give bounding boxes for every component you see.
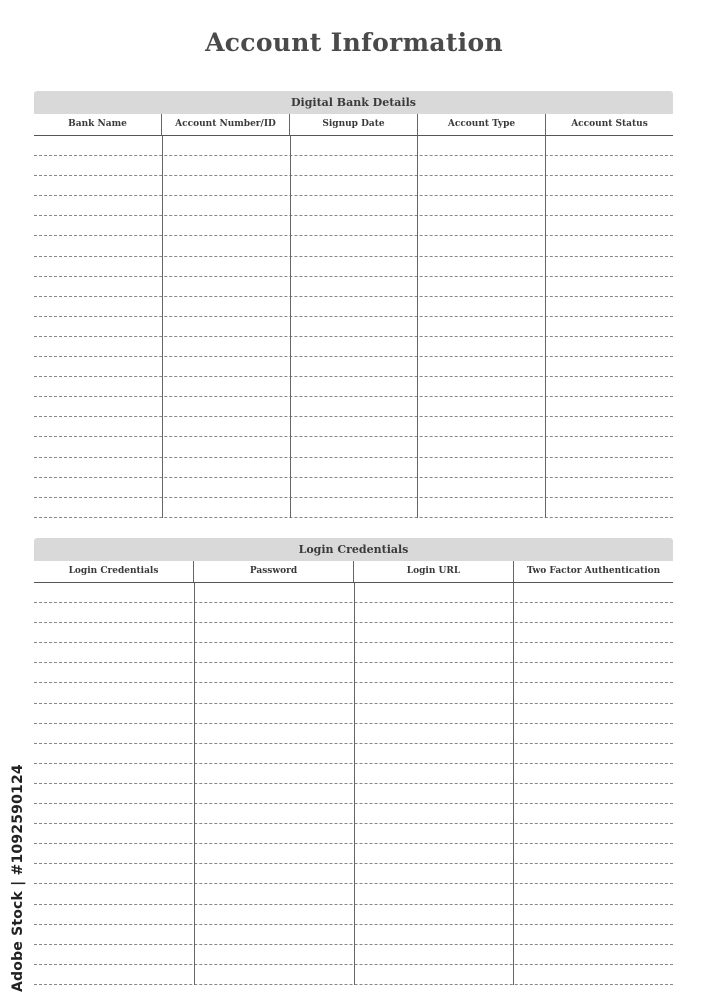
table-row <box>34 397 673 417</box>
column-account-status: Account Status <box>545 114 673 135</box>
table-body <box>34 583 673 985</box>
table-row <box>34 297 673 317</box>
column-password: Password <box>193 561 353 582</box>
login-credentials-table <box>34 538 673 985</box>
table-row <box>34 236 673 256</box>
table-row <box>34 176 673 196</box>
column-divider <box>354 583 355 985</box>
column-account-type: Account Type <box>417 114 545 135</box>
table-row <box>34 337 673 357</box>
column-header-row <box>34 114 673 136</box>
table-row <box>34 417 673 437</box>
digital-bank-details-table <box>34 91 673 518</box>
table-row <box>34 317 673 337</box>
column-divider <box>162 136 163 518</box>
column-login-credentials: Login Credentials <box>68 566 159 576</box>
column-signup-date: Signup Date <box>289 114 417 135</box>
table-row <box>34 357 673 377</box>
column-divider <box>513 583 514 985</box>
table-row <box>34 377 673 397</box>
table-row <box>34 216 673 236</box>
table-row <box>34 458 673 478</box>
table-row <box>34 196 673 216</box>
watermark-text: Adobe Stock | #1092590124 <box>10 764 26 992</box>
section-header: Digital Bank Details <box>34 91 673 114</box>
table-row <box>34 478 673 498</box>
page-title: Account Information <box>205 28 503 57</box>
table-row <box>34 437 673 457</box>
column-account-number: Account Number/ID <box>161 114 289 135</box>
table-row <box>34 136 673 156</box>
column-divider <box>290 136 291 518</box>
table-row <box>34 156 673 176</box>
table-body <box>34 136 673 518</box>
table-row <box>34 498 673 518</box>
column-divider <box>545 136 546 518</box>
column-divider <box>417 136 418 518</box>
column-two-factor: Two Factor Authentication <box>513 561 673 582</box>
column-bank-name: Bank Name <box>68 119 127 129</box>
table-row <box>34 257 673 277</box>
column-divider <box>194 583 195 985</box>
table-row <box>34 277 673 297</box>
column-login-url: Login URL <box>353 561 513 582</box>
section-header: Login Credentials <box>34 538 673 561</box>
column-header-row <box>34 561 673 583</box>
